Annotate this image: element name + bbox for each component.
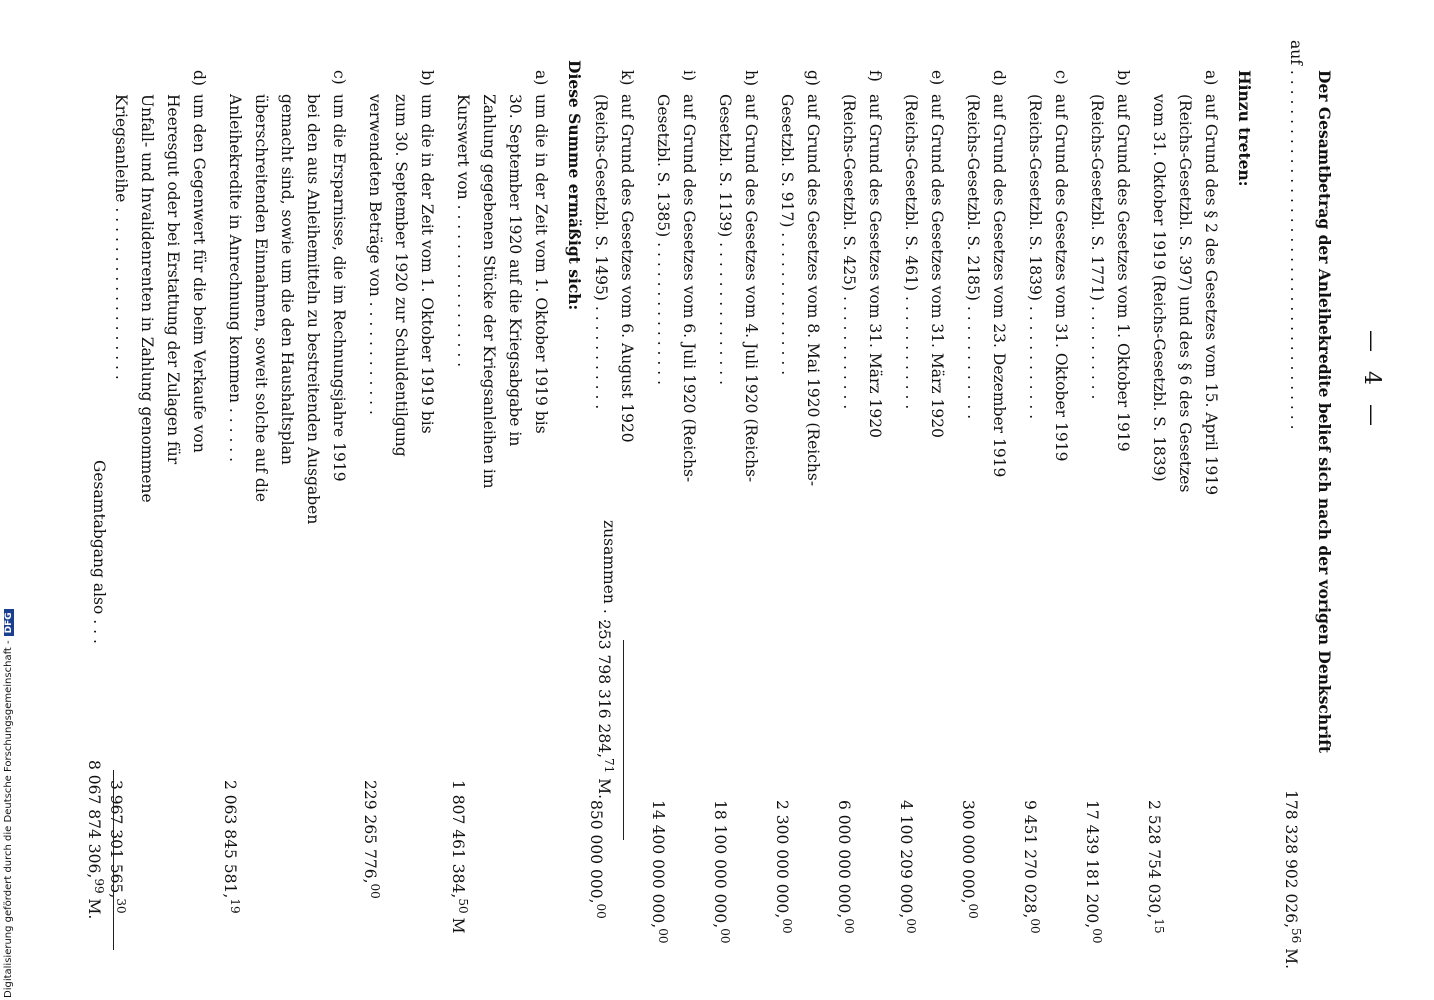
reduction-entry-amount [106, 780, 131, 918]
reduction-entry-line: 30. September 1920 auf die Kriegsabgabe in [506, 94, 524, 447]
reduction-entry [356, 0, 440, 970]
reduction-entry-text [222, 94, 352, 694]
addition-entry-label: a) [1202, 70, 1220, 86]
sum-rule [623, 640, 624, 840]
hinzu-heading: Hinzu treten: [1235, 70, 1254, 187]
addition-entry-text [1146, 94, 1224, 694]
addition-entry-line: auf Grund des Gesetzes vom 8. Mai 1920 (Reichs- [804, 94, 822, 487]
addition-entry-text [898, 94, 950, 694]
reduction-entry-amount [360, 780, 385, 903]
reduction-entry-label: b) [418, 70, 436, 86]
reduction-entry-line: Kurswert von . . . . . . . . . . . . . . . . . [454, 94, 472, 368]
addition-entry [892, 0, 950, 970]
intro-line-1: Der Gesamtbetrag der Anleihekredite belief sich nach der vorigen Denkschrift [1315, 70, 1334, 754]
addition-entry-text [1084, 94, 1136, 694]
gesamtabgang-label: Gesamtabgang also . . . [90, 460, 108, 644]
addition-amount-value: 2 528 754 030, [1144, 800, 1163, 919]
addition-amount-cents: 00 [1028, 918, 1042, 934]
reduction-amount-value: 229 265 776, [360, 780, 379, 884]
addition-amount-value: 17 439 181 200, [1082, 800, 1101, 929]
addition-entry-label: c) [1052, 70, 1070, 85]
reduction-amount-cents: 30 [114, 898, 128, 914]
addition-entry-line: auf Grund des § 2 des Gesetzes vom 15. April 1919 [1202, 94, 1220, 496]
addition-entry [1078, 0, 1136, 970]
gesamtabgang-amount-value: 8 067 874 306, [84, 760, 103, 879]
addition-entry-line: (Reichs-Gesetzbl. S. 1771) . . . . . . . . . . [1088, 94, 1106, 400]
reduction-entry [444, 0, 554, 970]
addition-entry-amount [586, 800, 611, 919]
addition-entry-line: (Reichs-Gesetzbl. S. 1495) . . . . . . . . . . . [592, 94, 610, 410]
addition-entry-line: auf Grund des Gesetzes vom 31. Oktober 1919 [1052, 94, 1070, 462]
zusammen-amount-unit: M. [594, 778, 613, 800]
addition-entry-label: g) [804, 70, 822, 86]
addition-amount-cents: 00 [966, 903, 980, 919]
reduction-entry-text [362, 94, 440, 694]
addition-entry-line: auf Grund des Gesetzes vom 31. März 1920 [928, 94, 946, 438]
addition-entry [954, 0, 1012, 970]
reduction-entry-line: um den Gegenwert für die beim Verkaufe von [190, 94, 208, 453]
reduction-entry-line: um die in der Zeit vom 1. Oktober 1919 bis [418, 94, 436, 434]
addition-amount-cents: 00 [904, 918, 918, 934]
total-rule [113, 770, 114, 950]
addition-entry-line: (Reichs-Gesetzbl. S. 2185) . . . . . . . . . . . . [964, 94, 982, 420]
addition-entry [582, 0, 640, 970]
addition-amount-cents: 00 [656, 928, 670, 944]
reduction-entry-amount [448, 780, 473, 933]
addition-amount-value: 14 400 000 000, [648, 800, 667, 929]
addition-entry-label: e) [928, 70, 946, 86]
reduction-amount-value: 2 063 845 581, [220, 780, 239, 899]
addition-amount-value: 9 451 270 028, [1020, 800, 1039, 919]
reduction-entry-label: c) [330, 70, 348, 85]
addition-entry-amount [648, 800, 673, 943]
addition-amount-value: 18 100 000 000, [710, 800, 729, 929]
reduction-entry-line: verwendeten Beträge von . . . . . . . . . . . . [366, 94, 384, 415]
addition-entry-line: Gesetzbl. S. 917) . . . . . . . . . . . . . . . [778, 94, 796, 376]
reduction-entry-line: Kriegsanleihe . . . . . . . . . . . . . . . . . . [112, 94, 130, 380]
reduction-entry-line: Unfall- und Invalidenrenten in Zahlung genommene [138, 94, 156, 503]
reduction-entry-line: Zahlung gegebenen Stücke der Kriegsanleihen im [480, 94, 498, 489]
addition-entry-label: d) [990, 70, 1008, 86]
addition-amount-value: 300 000 000, [958, 800, 977, 904]
addition-entry-line: vom 31. Oktober 1919 (Reichs-Gesetzbl. S. 1839) [1150, 94, 1168, 482]
addition-entry-text [650, 94, 702, 694]
zusammen-amount [594, 620, 619, 799]
reduction-entry-label: d) [190, 70, 208, 86]
addition-entry-label: i) [680, 70, 698, 82]
reduction-entry-line: Heeresgut oder bei Erstattung der Zulagen für [164, 94, 182, 465]
addition-amount-value: 4 100 209 000, [896, 800, 915, 919]
intro-amount-unit: M. [1281, 948, 1300, 970]
zusammen-label: zusammen . . . [600, 520, 618, 634]
addition-entry-line: Gesetzbl. S. 1385) . . . . . . . . . . . . . . . [654, 94, 672, 386]
reduction-amount-cents: 50 [456, 898, 470, 914]
reduction-amount-unit: M [448, 917, 467, 934]
addition-amount-cents: 15 [1152, 918, 1166, 934]
addition-amount-value: 2 300 000 000, [772, 800, 791, 919]
dfg-logo: DFG [4, 609, 14, 636]
gesamtabgang-amount-unit: M. [84, 898, 103, 920]
addition-entry-amount [958, 800, 983, 919]
addition-entry-label: f) [866, 70, 884, 82]
addition-entry-line: (Reichs-Gesetzbl. S. 461) . . . . . . . . . . . . [902, 94, 920, 410]
reduction-entry-line: Anleihekredite in Anrechnung kommen . . . . . . [226, 94, 244, 463]
addition-entry [644, 0, 702, 970]
reduction-entry-amount [220, 780, 245, 918]
addition-amount-cents: 00 [594, 903, 608, 919]
reduction-entry-line: um die in der Zeit vom 1. Oktober 1919 bis [532, 94, 550, 434]
reduction-entry-line: überschreitenden Einnahmen, soweit solche auf die [252, 94, 270, 502]
digitization-credit-text: Digitalisierung gefördert durch die Deutsche Forschungsgemeinschaft - [3, 640, 14, 998]
addition-entry-amount [834, 800, 859, 934]
page-number: — 4 — [1359, 330, 1384, 432]
addition-amount-cents: 00 [718, 928, 732, 944]
reduction-amount-cents: 19 [228, 898, 242, 914]
addition-entry-line: (Reichs-Gesetzbl. S. 397) und des § 6 des Gesetzes [1176, 94, 1194, 493]
addition-entry-line: (Reichs-Gesetzbl. S. 425) . . . . . . . . . . . . [840, 94, 858, 410]
addition-entry [1016, 0, 1074, 970]
addition-entry-label: h) [742, 70, 760, 87]
addition-entry-text [774, 94, 826, 694]
gesamtabgang-amount-cents: 99 [92, 878, 106, 894]
reduction-entry-label: a) [532, 70, 550, 86]
addition-entry [706, 0, 764, 970]
reduction-entry-text [108, 94, 212, 694]
addition-entry [1140, 0, 1224, 970]
addition-entry-amount [1144, 800, 1169, 934]
addition-entry-text [712, 94, 764, 694]
addition-entry-label: b) [1114, 70, 1132, 86]
reduction-entry-line: um die Ersparnisse, die im Rechnungsjahre 1919 [330, 94, 348, 482]
addition-entry-text [960, 94, 1012, 694]
addition-entry-line: (Reichs-Gesetzbl. S. 1839) . . . . . . . . . . . . [1026, 94, 1044, 420]
addition-entry-line: auf Grund des Gesetzes vom 23. Dezember 1919 [990, 94, 1008, 478]
addition-entry-amount [1020, 800, 1045, 934]
intro-line-2: auf . . . . . . . . . . . . . . . . . . . . . . . . . . . . . . . . . . . . . [1287, 40, 1305, 430]
addition-entry-line: auf Grund des Gesetzes vom 31. März 1920 [866, 94, 884, 438]
addition-amount-cents: 00 [780, 918, 794, 934]
addition-entry-line: auf Grund des Gesetzes vom 4. Juli 1920 (Reichs- [742, 94, 760, 483]
reduction-entry [216, 0, 352, 970]
addition-entry-amount [1082, 800, 1107, 943]
zusammen-amount-value: 253 798 316 284, [594, 620, 613, 759]
addition-entry-amount [896, 800, 921, 934]
zusammen-amount-cents: 71 [602, 758, 616, 774]
addition-entry-amount [772, 800, 797, 934]
addition-amount-value: 850 000 000, [586, 800, 605, 904]
addition-entry-label: k) [618, 70, 636, 86]
reduction-amount-cents: 00 [368, 883, 382, 899]
intro-amount-cents: 56 [1289, 928, 1303, 944]
intro-amount-value: 178 328 902 026, [1281, 790, 1300, 929]
addition-entry [830, 0, 888, 970]
addition-entry-line: auf Grund des Gesetzes vom 6. Juli 1920 (Reichs- [680, 94, 698, 483]
reduction-heading: Diese Summe ermäßigt sich: [565, 60, 584, 311]
reduction-amount-value: 1 807 461 384, [448, 780, 467, 899]
addition-entry-line: Gesetzbl. S. 1139) . . . . . . . . . . . . . . . [716, 94, 734, 386]
addition-entry-text [836, 94, 888, 694]
addition-entry-text [1022, 94, 1074, 694]
addition-entry [768, 0, 826, 970]
addition-entry-line: auf Grund des Gesetzes vom 1. Oktober 1919 [1114, 94, 1132, 452]
reduction-entry-line: bei den aus Anleihemitteln zu bestreitenden Ausgaben [304, 94, 322, 525]
reduction-entry-line: gemacht sind, sowie um die den Haushaltsplan [278, 94, 296, 465]
addition-amount-value: 6 000 000 000, [834, 800, 853, 919]
intro-amount [1281, 790, 1306, 969]
addition-amount-cents: 00 [842, 918, 856, 934]
addition-entry-line: auf Grund des Gesetzes vom 6. August 1920 [618, 94, 636, 443]
reduction-entry-text [450, 94, 554, 694]
addition-entry-amount [710, 800, 735, 943]
reduction-entry-line: zum 30. September 1920 zur Schuldentilgung [392, 94, 410, 457]
reduction-amount-value: 3 967 301 565, [106, 780, 125, 899]
gesamtabgang-amount [84, 760, 109, 919]
addition-amount-cents: 00 [1090, 928, 1104, 944]
reduction-entry [102, 0, 212, 970]
